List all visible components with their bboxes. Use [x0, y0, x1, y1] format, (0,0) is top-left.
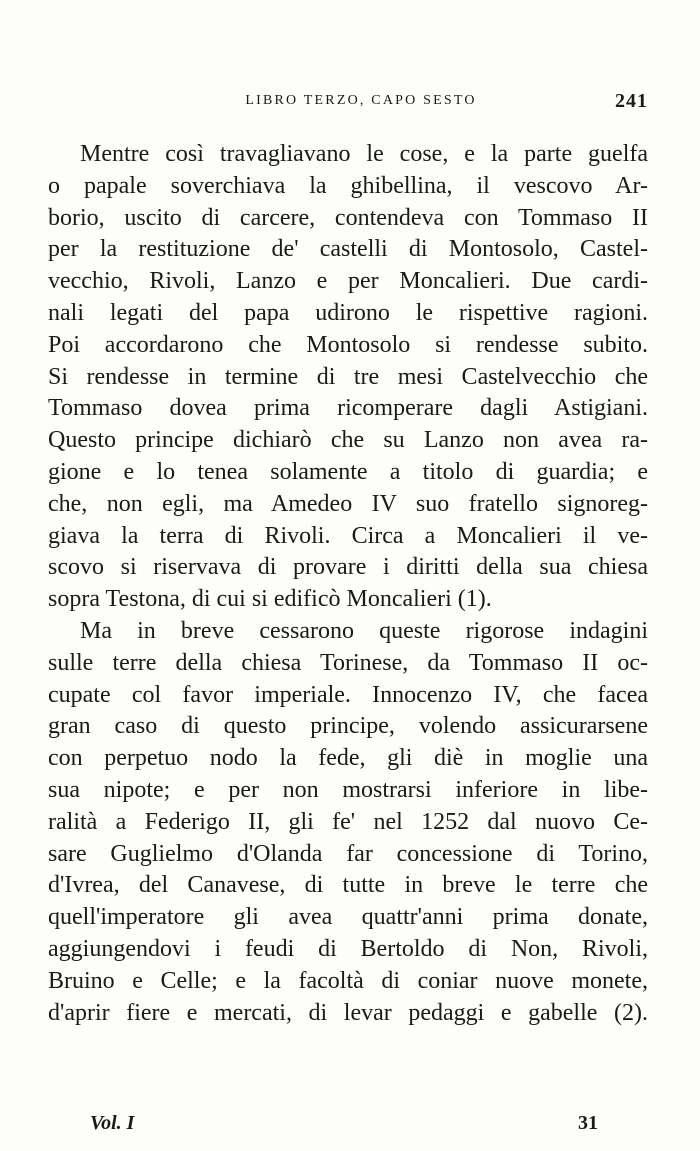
text-line: con perpetuo nodo la fede, gli diè in moglie una — [48, 745, 648, 772]
signature-mark: 31 — [578, 1112, 598, 1134]
text-line: Questo principe dichiarò che su Lanzo non avea ra- — [48, 427, 648, 454]
text-line: nali legati del papa udirono le rispettive ragioni. — [48, 299, 648, 326]
text-line: aggiungendovi i feudi di Bertoldo di Non, Rivoli, — [48, 935, 648, 962]
text-line: ralità a Federigo II, gli fe' nel 1252 dal nuovo Ce- — [48, 808, 648, 835]
page-footer — [90, 1112, 598, 1136]
text-line: sopra Testona, di cui si edificò Moncalieri (1). — [48, 586, 492, 613]
text-line: scovo si riservava di provare i diritti della sua chiesa — [48, 554, 648, 581]
page-number: 241 — [615, 90, 648, 112]
running-title: LIBRO TERZO, CAPO SESTO — [245, 93, 477, 108]
text-line: Ma in breve cessarono queste rigorose indagini — [80, 617, 648, 644]
text-line: giava la terra di Rivoli. Circa a Moncalieri il ve- — [48, 522, 648, 549]
text-line: d'Ivrea, del Canavese, di tutte in breve le terre che — [48, 872, 648, 899]
body-text — [48, 139, 648, 1029]
text-line: o papale soverchiava la ghibellina, il vescovo Ar- — [48, 172, 648, 199]
text-line: gran caso di questo principe, volendo assicurarsene — [48, 713, 648, 740]
text-line: vecchio, Rivoli, Lanzo e per Moncalieri. Due cardi- — [48, 268, 648, 295]
text-line: Mentre così travagliavano le cose, e la parte guelfa — [80, 141, 648, 167]
text-line: per la restituzione de' castelli di Montosolo, Castel- — [48, 236, 648, 263]
text-line: sua nipote; e per non mostrarsi inferiore in libe- — [48, 776, 648, 803]
volume-label: Vol. I — [90, 1112, 135, 1134]
text-line: che, non egli, ma Amedeo IV suo fratello signoreg- — [48, 490, 648, 517]
text-line: Poi accordarono che Montosolo si rendesse subito. — [48, 331, 648, 358]
text-line: quell'imperatore gli avea quattr'anni prima donate, — [48, 904, 648, 931]
text-line: Si rendesse in termine di tre mesi Castelvecchio che — [48, 363, 648, 390]
text-line: d'aprir fiere e mercati, di levar pedaggi e gabelle (2). — [48, 999, 648, 1026]
text-line: cupate col favor imperiale. Innocenzo IV, che facea — [48, 681, 648, 708]
text-line: sare Guglielmo d'Olanda far concessione di Torino, — [48, 840, 648, 867]
text-line: Bruino e Celle; e la facoltà di coniar nuove monete, — [48, 967, 648, 994]
running-header — [50, 90, 650, 116]
text-line: gione e lo tenea solamente a titolo di guardia; e — [48, 458, 648, 485]
text-line: borio, uscito di carcere, contendeva con Tommaso II — [48, 204, 648, 231]
text-line: sulle terre della chiesa Torinese, da Tommaso II oc- — [48, 649, 648, 676]
text-line: Tommaso dovea prima ricomperare dagli Astigiani. — [48, 395, 648, 422]
